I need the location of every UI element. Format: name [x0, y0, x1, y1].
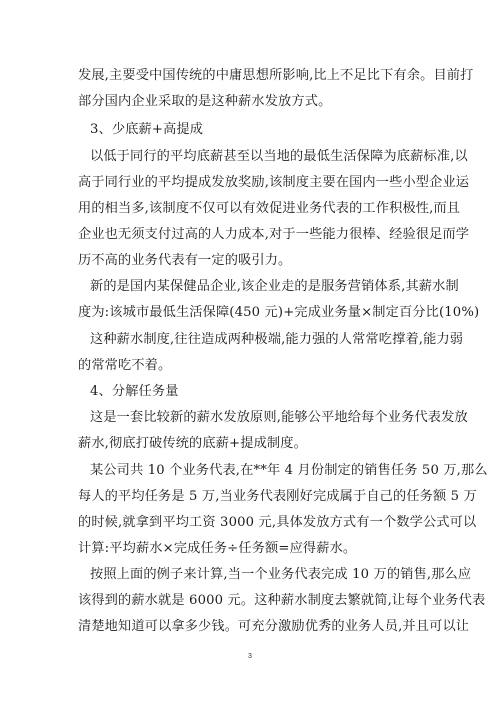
text-line: 按照上面的例子来计算,当一个业务代表完成 10 万的销售,那么应 [90, 567, 472, 582]
section-heading: 4、分解任务量 [90, 384, 179, 399]
text-line: 度为:该城市最低生活保障(450 元)+完成业务量×制定百分比(10%) [78, 305, 480, 320]
text-line: 这是一套比较新的薪水发放原则,能够公平地给每个业务代表发放 [90, 410, 468, 425]
text-line: 发展,主要受中国传统的中庸思想所影响,比上不足比下有余。目前打 [78, 68, 474, 83]
text-line: 历不高的业务代表有一定的吸引力。 [78, 253, 292, 268]
text-line: 该得到的薪水就是 6000 元。这种薪水制度去繁就简,让每个业务代表 [78, 593, 486, 608]
text-line: 部分国内企业采取的是这种薪水发放方式。 [78, 94, 332, 109]
page-number: 3 [248, 653, 252, 660]
text-line: 新的是国内某保健品企业,该企业走的是服务营销体系,其薪水制 [90, 279, 459, 294]
text-line: 的时候,就拿到平均工资 3000 元,具体发放方式有一个数学公式可以 [78, 515, 477, 530]
text-line: 清楚地知道可以拿多少钱。可充分激励优秀的业务人员,并且可以让 [78, 619, 470, 634]
text-line: 薪水,彻底打破传统的底薪+提成制度。 [78, 436, 307, 451]
text-line: 以低于同行的平均底薪甚至以当地的最低生活保障为底薪标准,以 [90, 149, 468, 164]
text-line: 每人的平均任务是 5 万,当业务代表刚好完成属于自己的任务额 5 万 [78, 489, 477, 504]
text-line: 用的相当多,该制度不仅可以有效促进业务代表的工作积极性,而且 [78, 201, 461, 216]
text-line: 高于同行业的平均提成发放奖励,该制度主要在国内一些小型企业运 [78, 175, 470, 190]
text-line: 企业也无须支付过高的人力成本,对于一些能力很棒、经验很足而学 [78, 227, 470, 242]
text-line: 这种薪水制度,往往造成两种极端,能力强的人常常吃撑着,能力弱 [90, 332, 464, 347]
section-heading: 3、少底薪+高提成 [90, 122, 204, 137]
text-line: 的常常吃不着。 [78, 358, 172, 373]
text-line: 计算:平均薪水×完成任务÷任务额=应得薪水。 [78, 541, 357, 556]
text-line: 某公司共 10 个业务代表,在**年 4 月份制定的销售任务 50 万,那么 [90, 463, 488, 478]
